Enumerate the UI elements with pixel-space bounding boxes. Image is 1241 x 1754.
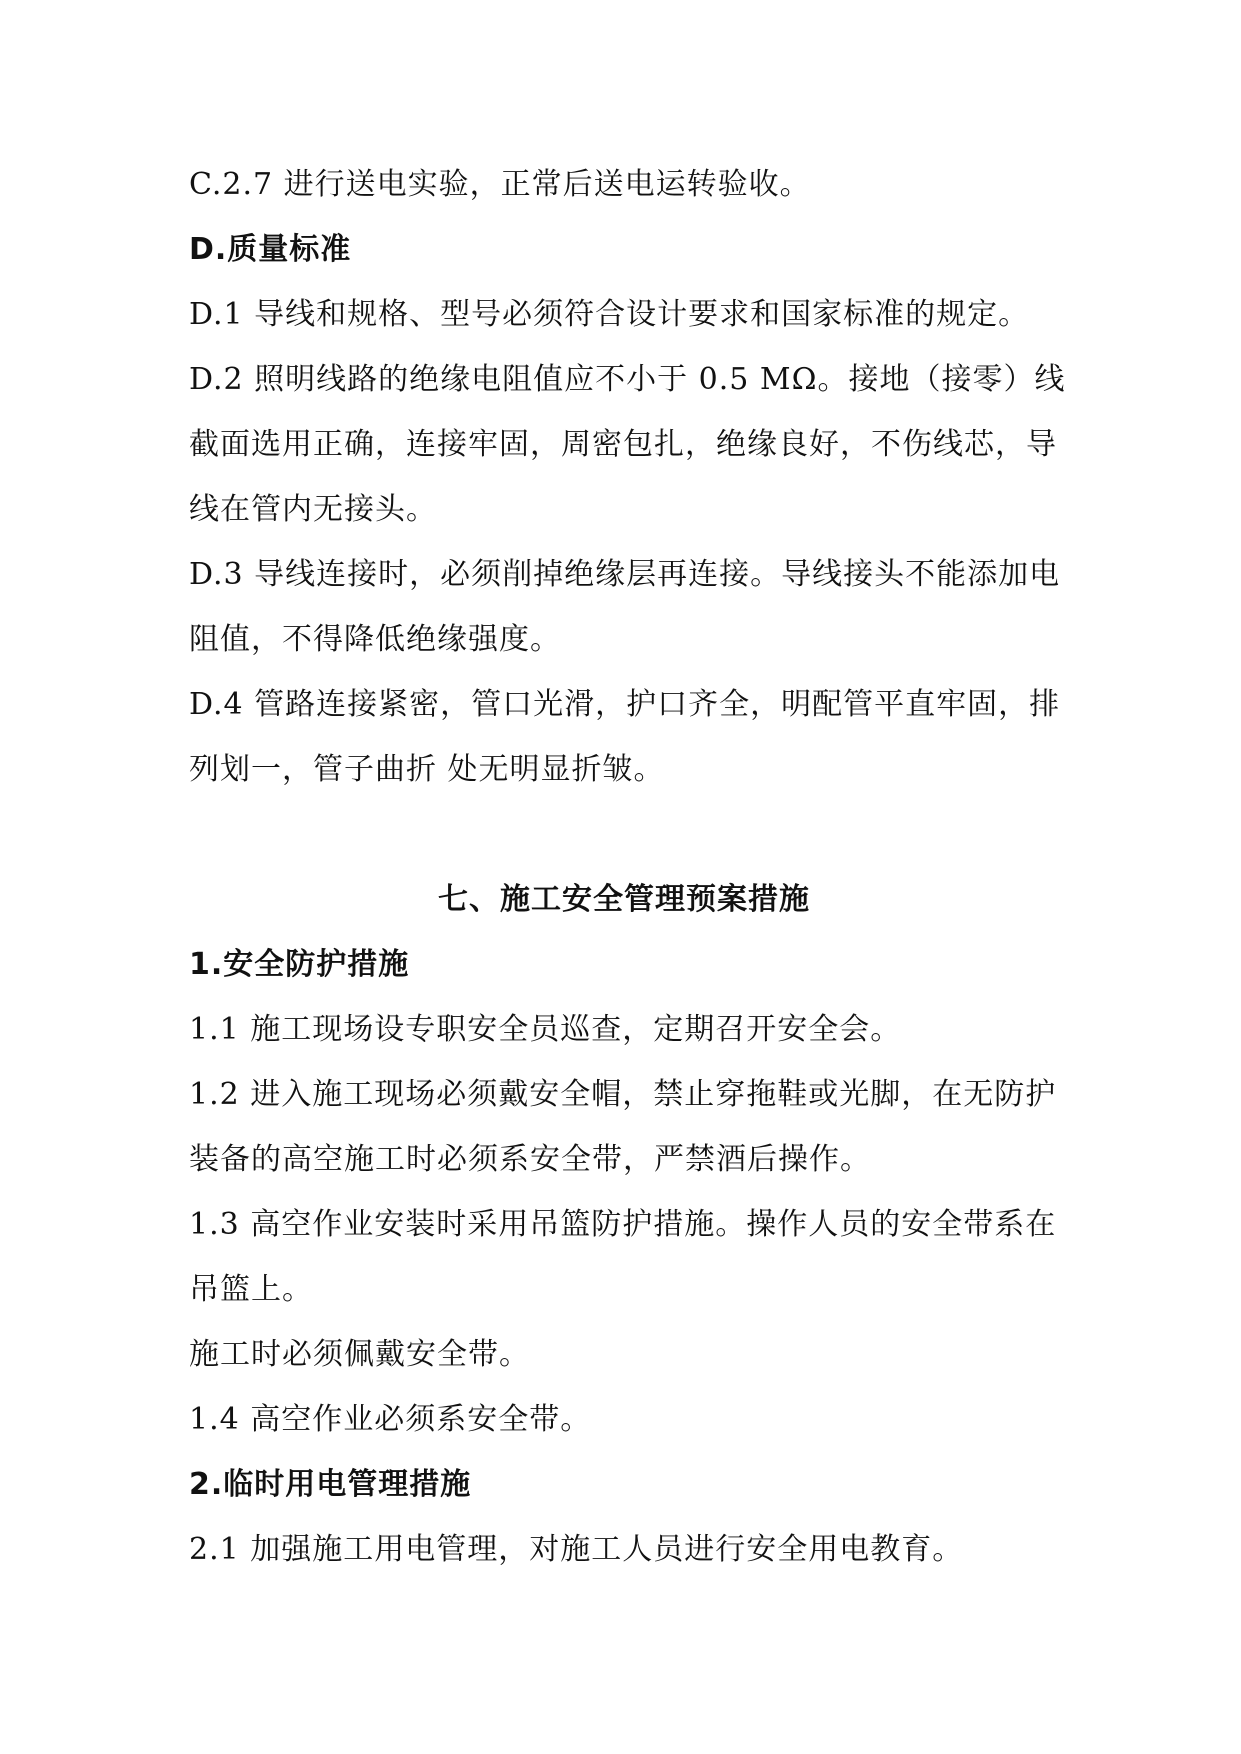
section-title-seven: 七、施工安全管理预案措施 <box>438 882 810 917</box>
paragraph-d-3-line-2: 阻值，不得降低绝缘强度。 <box>189 622 561 657</box>
section-spacer <box>189 802 1059 867</box>
paragraph-1-2-line-1: 1.2 进入施工现场必须戴安全帽，禁止穿拖鞋或光脚，在无防护 <box>189 1077 1057 1112</box>
paragraph-d-1: D.1 导线和规格、型号必须符合设计要求和国家标准的规定。 <box>189 297 1030 332</box>
paragraph-c-2-7: C.2.7 进行送电实验，正常后送电运转验收。 <box>189 167 811 202</box>
heading-1-safety-protection: 1.安全防护措施 <box>189 947 410 982</box>
paragraph-2-1: 2.1 加强施工用电管理，对施工人员进行安全用电教育。 <box>189 1532 964 1567</box>
heading-2-temporary-power: 2.临时用电管理措施 <box>189 1467 472 1502</box>
document-body <box>189 152 1066 1582</box>
paragraph-1-4: 1.4 高空作业必须系安全带。 <box>189 1402 592 1437</box>
paragraph-d-3-line-1: D.3 导线连接时，必须削掉绝缘层再连接。导线接头不能添加电 <box>189 557 1061 592</box>
paragraph-1-3-line-1: 1.3 高空作业安装时采用吊篮防护措施。操作人员的安全带系在 <box>189 1207 1057 1242</box>
paragraph-d-4-line-2: 列划一，管子曲折 处无明显折皱。 <box>189 752 665 787</box>
paragraph-safety-belt: 施工时必须佩戴安全带。 <box>189 1337 530 1372</box>
paragraph-1-2-line-2: 装备的高空施工时必须系安全带，严禁酒后操作。 <box>189 1142 871 1177</box>
paragraph-d-2-line-2: 截面选用正确，连接牢固，周密包扎，绝缘良好，不伤线芯，导 <box>189 427 1057 462</box>
paragraph-1-3-line-2: 吊篮上。 <box>189 1272 313 1307</box>
paragraph-d-4-line-1: D.4 管路连接紧密，管口光滑，护口齐全，明配管平直牢固，排 <box>189 687 1061 722</box>
paragraph-d-2-line-3: 线在管内无接头。 <box>189 492 437 527</box>
paragraph-1-1: 1.1 施工现场设专职安全员巡查，定期召开安全会。 <box>189 1012 902 1047</box>
heading-d-quality-standard: D.质量标准 <box>189 232 352 267</box>
paragraph-d-2-line-1: D.2 照明线路的绝缘电阻值应不小于 0.5 MΩ。接地（接零）线 <box>189 362 1066 397</box>
